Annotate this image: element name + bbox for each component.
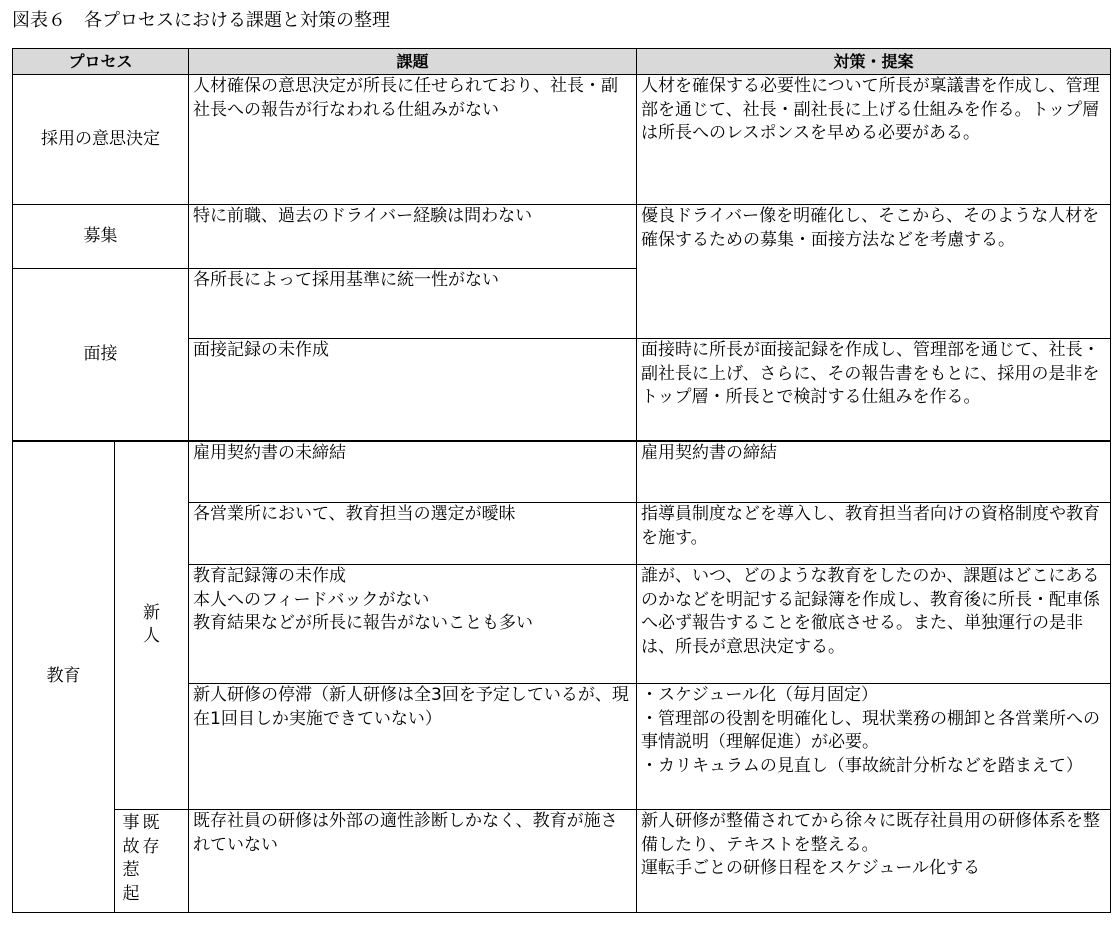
table-row (13, 441, 1111, 503)
table-row (13, 810, 1111, 913)
subprocess-label-existing: 既存 (142, 813, 160, 857)
issue-cell: 人材確保の意思決定が所長に任せられており、社長・副社長への報告が行なわれる仕組みがない (189, 75, 637, 205)
measure-cell: 優良ドライバー像を明確化し、そこから、そのような人材を確保するための募集・面接方法などを考慮する。 (637, 205, 1111, 339)
subprocess-label-accident: 事故惹起 (122, 813, 140, 904)
process-cell-saiyo: 採用の意思決定 (13, 75, 189, 205)
issues-measures-table (12, 48, 1111, 913)
header-row (13, 49, 1111, 75)
issue-cell: 各営業所において、教育担当の選定が曖昧 (189, 503, 637, 565)
issue-cell: 各所長によって採用基準に統一性がない (189, 269, 637, 339)
measure-cell: 指導員制度などを導入し、教育担当者向けの資格制度や教育を施す。 (637, 503, 1111, 565)
issue-cell: 特に前職、過去のドライバー経験は問わない (189, 205, 637, 269)
table-row (13, 205, 1111, 269)
header-measure: 対策・提案 (637, 49, 1111, 75)
measure-cell: 新人研修が整備されてから徐々に既存社員用の研修体系を整備したり、テキストを整える。 運転手ごとの研修日程をスケジュール化する (637, 810, 1111, 913)
subprocess-label: 新人 (143, 602, 160, 647)
header-process: プロセス (13, 49, 189, 75)
measure-cell: 雇用契約書の締結 (637, 441, 1111, 503)
process-cell-mensetsu: 面接 (13, 269, 189, 441)
table-row (13, 75, 1111, 205)
measure-cell: 面接時に所長が面接記録を作成し、管理部を通じて、社長・副社長に上げ、さらに、その報告書をもとに、採用の是非をトップ層・所長とで検討する仕組みを作る。 (637, 339, 1111, 441)
subprocess-cell-kison (115, 810, 189, 913)
issue-cell: 教育記録簿の未作成 本人へのフィードバックがない 教育結果などが所長に報告がないことも多い (189, 565, 637, 684)
measure-cell: 人材を確保する必要性について所長が稟議書を作成し、管理部を通じて、社長・副社長に上げる仕組みを作る。トップ層は所長へのレスポンスを早める必要がある。 (637, 75, 1111, 205)
subprocess-cell-shinjin (115, 441, 189, 810)
issue-cell: 雇用契約書の未締結 (189, 441, 637, 503)
header-issue: 課題 (189, 49, 637, 75)
issue-cell: 面接記録の未作成 (189, 339, 637, 441)
issue-cell: 新人研修の停滞（新人研修は全3回を予定しているが、現在1回目しか実施できていない） (189, 684, 637, 810)
process-cell-kyoiku: 教育 (13, 441, 115, 913)
measure-cell: ・スケジュール化（毎月固定） ・管理部の役割を明確化し、現状業務の棚卸と各営業所への事情説明（理解促進）が必要。 ・カリキュラムの見直し（事故統計分析などを踏まえて） (637, 684, 1111, 810)
issue-cell: 既存社員の研修は外部の適性診断しかなく、教育が施されていない (189, 810, 637, 913)
measure-cell: 誰が、いつ、どのような教育をしたのか、課題はどこにあるのかなどを明記する記録簿を作成し、教育後に所長・配車係へ必ず報告することを徹底させる。また、単独運行の是非は、所長が意思決定する。 (637, 565, 1111, 684)
figure-caption: 図表６ 各プロセスにおける課題と対策の整理 (12, 10, 390, 31)
process-cell-boshu: 募集 (13, 205, 189, 269)
